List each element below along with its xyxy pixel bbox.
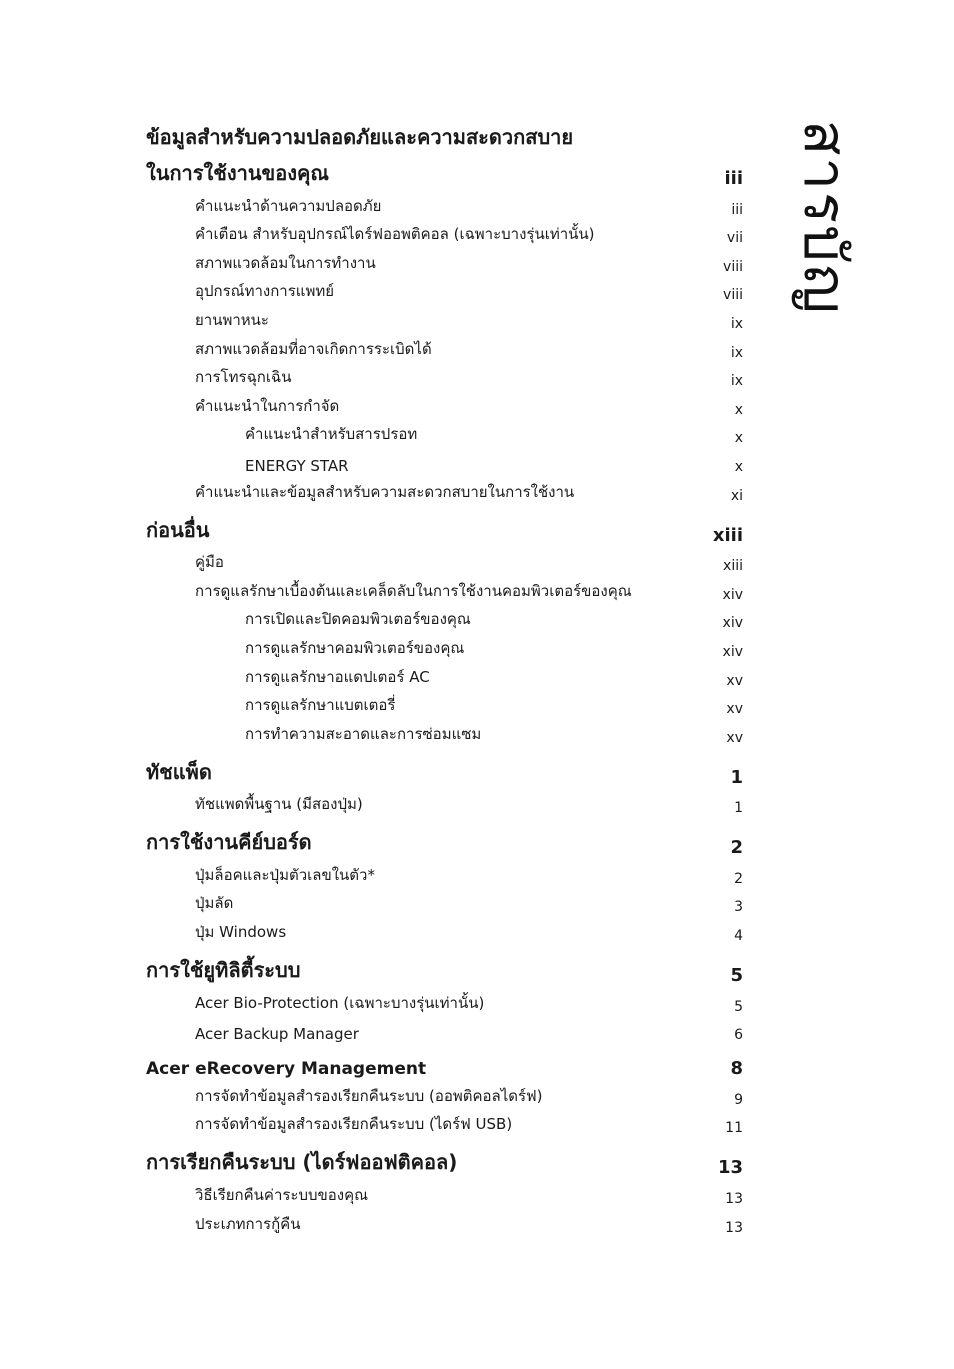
toc-entry-title: คำแนะนำด้านความปลอดภัย (195, 196, 382, 215)
toc-entry-page-number: ix (730, 373, 743, 390)
toc-entry-page-number: 1 (734, 800, 743, 817)
toc-entry-title: ปุ่มลัด (195, 894, 234, 913)
toc-entry-level-1[interactable] (146, 120, 743, 156)
toc-entry-title: การใช้ยูทิลิตี้ระบบ (146, 958, 301, 983)
toc-entry-page-number: viii (723, 287, 743, 304)
toc-entry-title: คำเตือน สำหรับอุปกรณ์ไดร์ฟออพติคอล (เฉพาะบางรุ่นเท่านั้น) (195, 225, 595, 244)
toc-entry-title: คำแนะนำในการกำจัด (195, 396, 340, 415)
toc-entry-page-number: xv (726, 729, 743, 746)
toc-entry-title: สภาพแวดล้อมในการทำงาน (195, 253, 376, 272)
toc-entry-title: การจัดทำข้อมูลสำรองเรียกคืนระบบ (ไดร์ฟ USB) (195, 1115, 513, 1134)
toc-entry-title: Acer Bio-Protection (เฉพาะบางรุ่นเท่านั้น) (195, 993, 485, 1012)
toc-entry-page-number: xiii (712, 524, 743, 546)
toc-entry-level-2[interactable] (146, 221, 743, 250)
toc-entry-level-2[interactable] (146, 1018, 743, 1047)
toc-entry-title: การเรียกคืนระบบ (ไดร์ฟออฟติคอล) (146, 1150, 458, 1175)
page-title: สารบัญ (791, 120, 859, 316)
toc-entry-title: ข้อมูลสำหรับความปลอดภัยและความสะดวกสบาย (146, 125, 574, 149)
toc-entry-level-1[interactable] (146, 156, 743, 192)
toc-entry-page-number: 2 (734, 870, 743, 887)
toc-entry-level-2[interactable] (146, 192, 743, 221)
toc-entry-level-2[interactable] (146, 364, 743, 393)
toc-entry-page-number: xv (726, 672, 743, 689)
toc-entry-page-number: 2 (730, 837, 743, 859)
toc-entry-level-2[interactable] (146, 918, 743, 947)
toc-entry-title: คำแนะนำและข้อมูลสำหรับความสะดวกสบายในการใช้งาน (195, 482, 575, 501)
toc-entry-page-number: ix (730, 315, 743, 332)
toc-entry-title: ENERGY STAR (245, 456, 349, 475)
toc-entry-page-number: xiv (722, 586, 743, 603)
toc-entry-title: การดูแลรักษาอแดปเตอร์ AC (245, 667, 430, 686)
toc-entry-page-number: xiv (722, 615, 743, 632)
toc-entry-title: การดูแลรักษาเบื้องต้นและเคล็ดลับในการใช้งานคอมพิวเตอร์ของคุณ (195, 581, 632, 600)
toc-entry-level-2[interactable] (146, 249, 743, 278)
toc-entry-page-number: 4 (734, 928, 743, 945)
toc-entry-title: การดูแลรักษาคอมพิวเตอร์ของคุณ (245, 638, 465, 657)
toc-entry-page-number: x (734, 430, 743, 447)
toc-entry-level-2[interactable] (146, 306, 743, 335)
toc-entry-level-2[interactable] (146, 392, 743, 421)
toc-entry-level-2[interactable] (146, 1082, 743, 1111)
toc-entry-level-3[interactable] (146, 663, 743, 692)
toc-entry-page-number: 8 (730, 1058, 743, 1080)
toc-entry-level-2[interactable] (146, 1181, 743, 1210)
toc-entry-title: วิธีเรียกคืนค่าระบบของคุณ (195, 1186, 369, 1205)
toc-entry-page-number: 5 (734, 998, 743, 1015)
table-of-contents (146, 120, 743, 1239)
toc-entry-page-number: xv (726, 701, 743, 718)
toc-entry-level-2[interactable] (146, 577, 743, 606)
toc-entry-level-2[interactable] (146, 478, 743, 507)
toc-entry-level-1[interactable] (146, 825, 743, 861)
toc-entry-title: การโทรฉุกเฉิน (195, 368, 292, 387)
toc-entry-title: ทัชแพ็ด (146, 759, 212, 784)
toc-entry-page-number: 1 (730, 766, 743, 788)
toc-entry-page-number: x (734, 401, 743, 418)
toc-entry-page-number: 5 (730, 965, 743, 987)
toc-entry-title: อุปกรณ์ทางการแพทย์ (195, 282, 335, 301)
toc-entry-page-number: 11 (725, 1120, 743, 1137)
toc-entry-title: การจัดทำข้อมูลสำรองเรียกคืนระบบ (ออพติคอลไดร์ฟ) (195, 1086, 543, 1105)
toc-entry-title: ปุ่ม Windows (195, 923, 287, 942)
toc-entry-page-number: 13 (725, 1219, 743, 1236)
toc-entry-title: คู่มือ (195, 553, 224, 572)
toc-entry-level-2[interactable] (146, 549, 743, 578)
toc-entry-page-number: 3 (734, 899, 743, 916)
toc-entry-title: ทัชแพดพื้นฐาน (มีสองปุ่ม) (195, 795, 363, 814)
toc-entry-title: การเปิดและปิดคอมพิวเตอร์ของคุณ (245, 610, 471, 629)
toc-entry-level-2[interactable] (146, 1210, 743, 1239)
toc-entry-page-number: viii (723, 258, 743, 275)
toc-entry-page-number: ix (730, 344, 743, 361)
toc-entry-page-number: 9 (734, 1091, 743, 1108)
toc-entry-page-number: xi (730, 487, 743, 504)
toc-entry-level-1[interactable] (146, 755, 743, 791)
toc-entry-level-1[interactable] (146, 953, 743, 989)
toc-entry-title: ก่อนอื่น (146, 517, 210, 542)
toc-entry-title: การดูแลรักษาแบตเตอรี่ (245, 696, 396, 715)
toc-entry-page-number: x (734, 458, 743, 475)
toc-entry-page-number: 6 (734, 1027, 743, 1044)
toc-entry-level-3[interactable] (146, 692, 743, 721)
toc-entry-page-number: 13 (725, 1191, 743, 1208)
toc-entry-level-2[interactable] (146, 1111, 743, 1140)
toc-entry-page-number: xiii (723, 558, 743, 575)
toc-entry-level-2[interactable] (146, 791, 743, 820)
toc-entry-level-2[interactable] (146, 861, 743, 890)
toc-entry-level-2[interactable] (146, 989, 743, 1018)
toc-entry-level-2[interactable] (146, 278, 743, 307)
toc-entry-level-3[interactable] (146, 720, 743, 749)
toc-entry-level-1[interactable] (146, 1145, 743, 1181)
toc-entry-title: การทำความสะอาดและการซ่อมแซม (245, 724, 482, 743)
toc-entry-title: ปุ่มล็อคและปุ่มตัวเลขในตัว* (195, 865, 375, 884)
toc-entry-page-number: iii (731, 201, 743, 218)
toc-entry-page-number: vii (726, 230, 743, 247)
toc-entry-level-1[interactable] (146, 1052, 743, 1082)
toc-entry-title: สภาพแวดล้อมที่อาจเกิดการระเบิดได้ (195, 339, 432, 358)
toc-entry-page-number: xiv (722, 643, 743, 660)
toc-entry-title: การใช้งานคีย์บอร์ด (146, 830, 312, 855)
toc-entry-level-2[interactable] (146, 890, 743, 919)
toc-entry-page-number: 13 (717, 1157, 743, 1179)
toc-entry-title: ประเภทการกู้คืน (195, 1214, 301, 1233)
toc-entry-title: ในการใช้งานของคุณ (146, 161, 329, 185)
toc-entry-level-3[interactable] (146, 634, 743, 663)
toc-entry-level-3[interactable] (146, 421, 743, 450)
toc-entry-title: Acer eRecovery Management (146, 1059, 427, 1080)
toc-entry-title: Acer Backup Manager (195, 1025, 359, 1044)
toc-entry-level-3[interactable] (146, 449, 743, 478)
toc-entry-title: ยานพาหนะ (195, 310, 269, 329)
toc-entry-level-1[interactable] (146, 513, 743, 549)
toc-entry-level-3[interactable] (146, 606, 743, 635)
toc-entry-page-number: iii (724, 168, 743, 189)
toc-entry-level-2[interactable] (146, 335, 743, 364)
toc-entry-title: คำแนะนำสำหรับสารปรอท (245, 425, 418, 444)
